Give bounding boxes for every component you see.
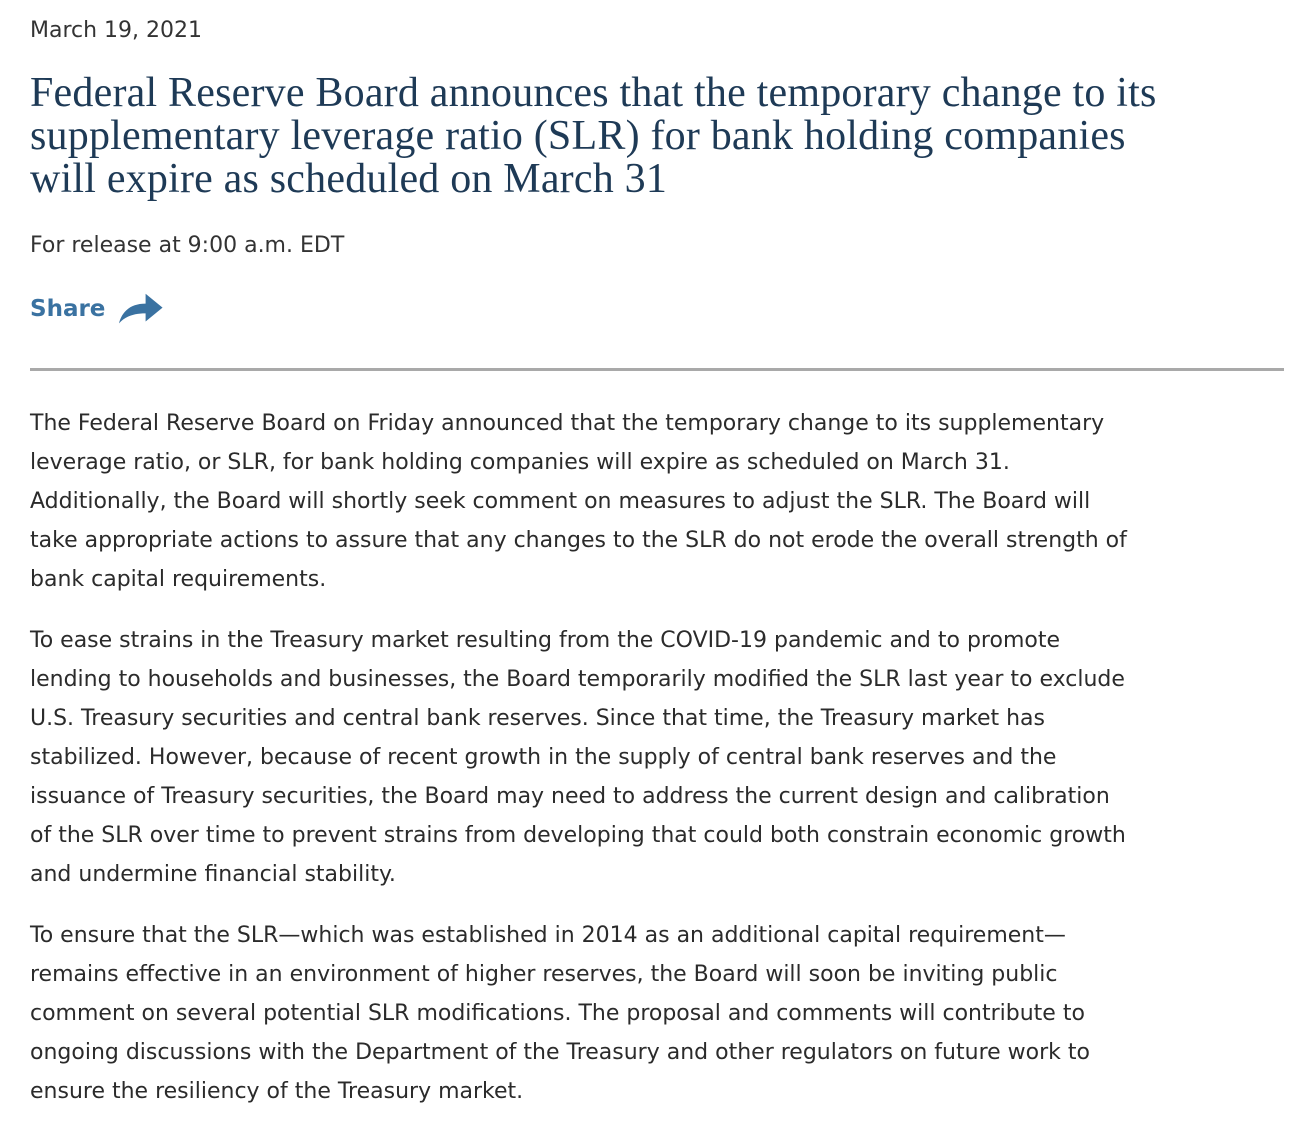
release-time-note: For release at 9:00 a.m. EDT [30,233,345,258]
divider [30,368,1284,371]
text-line: To ensure that the SLR—which was established in 2014 as an additional capital requirement— [30,923,1066,948]
article-body [30,404,1283,1111]
text-line: issuance of Treasury securities, the Board may need to address the current design and calibration [30,784,1110,809]
text-line: ongoing discussions with the Department of the Treasury and other regulators on future work to [30,1040,1090,1065]
text-line: ensure the resiliency of the Treasury market. [30,1079,524,1104]
text-line: lending to households and businesses, the Board temporarily modified the SLR last year to exclude [30,667,1125,692]
text-line: bank capital requirements. [30,567,327,592]
paragraph [30,621,1283,894]
text-line: take appropriate actions to assure that any changes to the SLR do not erode the overall strength of [30,528,1127,553]
text-line: Additionally, the Board will shortly seek comment on measures to adjust the SLR. The Board will [30,489,1091,514]
text-line: of the SLR over time to prevent strains from developing that could both constrain economic growth [30,823,1126,848]
text-line: and undermine financial stability. [30,862,396,887]
text-line: leverage ratio, or SLR, for bank holding companies will expire as scheduled on March 31. [30,450,1010,475]
share-link[interactable] [30,293,164,325]
text-line: will expire as scheduled on March 31 [30,156,668,202]
paragraph [30,404,1283,599]
text-line: U.S. Treasury securities and central bank reserves. Since that time, the Treasury market has [30,706,1045,731]
share-arrow-icon [118,293,164,325]
text-line: remains effective in an environment of higher reserves, the Board will soon be inviting public [30,962,1058,987]
page-title [30,72,1283,201]
text-line: To ease strains in the Treasury market resulting from the COVID-19 pandemic and to promote [30,628,1061,653]
text-line: supplementary leverage ratio (SLR) for bank holding companies [30,113,1126,159]
text-line: Federal Reserve Board announces that the temporary change to its [30,70,1157,116]
text-line: comment on several potential SLR modifications. The proposal and comments will contribute to [30,1001,1085,1026]
release-date: March 19, 2021 [30,18,203,43]
share-label: Share [30,296,106,322]
text-line: stabilized. However, because of recent growth in the supply of central bank reserves and the [30,745,1057,770]
text-line: The Federal Reserve Board on Friday announced that the temporary change to its supplementary [30,411,1105,436]
paragraph [30,916,1283,1111]
